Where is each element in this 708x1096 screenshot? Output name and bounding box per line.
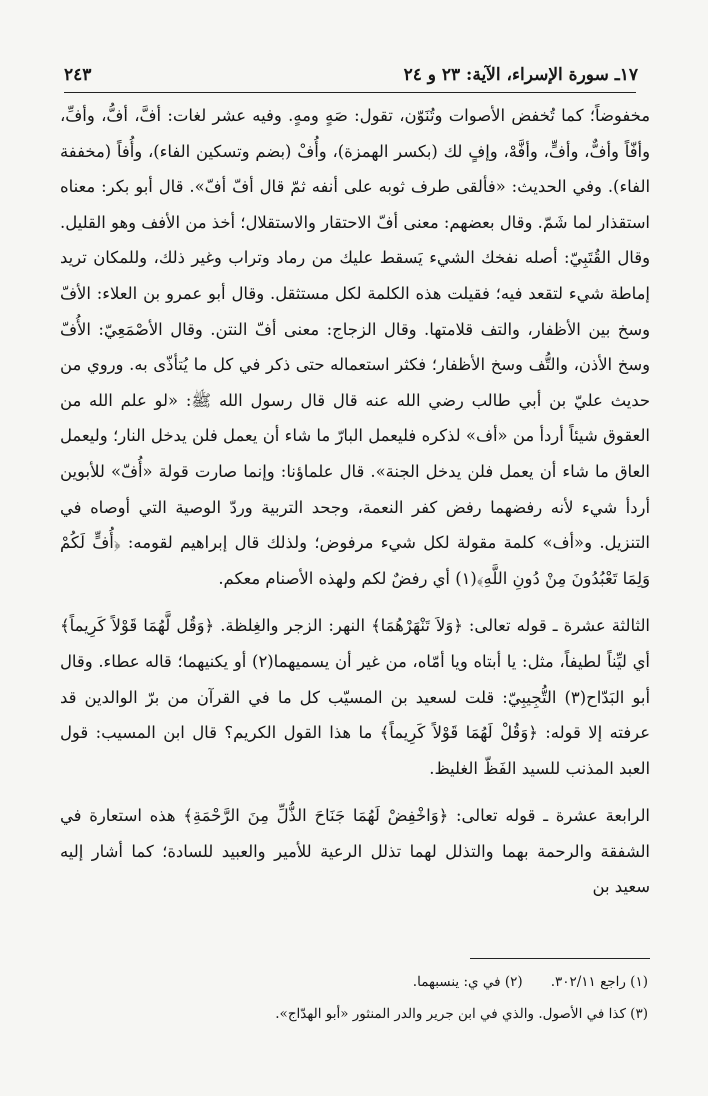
footnote-3: (٣) كذا في الأصول. والذي في ابن جرير والدر المنثور «أبو الهدّاج». [275, 1006, 648, 1022]
paragraph-commentary-uff: مخفوضاً؛ كما تُخفض الأصوات وتُنَوّن، تقول: صَهٍ ومهٍ. وفيه عشر لغات: أفَّ، أفُّ، وأفِّ، وأفّاً وأفٌّ، وأفٍّ، وأفَّهْ، وإفٍ لك (بكسر الهمزة)، وأُفْ (بضم وتسكين الفاء)، وأُفاً (مخففة الفاء). وفي الحديث: «فألقى طرف ثوبه على أنفه ثمّ قال أفّ أفّ». قال أبو بكر: معناه استقذار لما شَمّ. وقال بعضهم: معنى أفّ الاحتقار والاستقلال؛ أخذ من الأفف وهو القليل. وقال القُتَبِيّ: أصله نفخك الشيء يَسقط عليك من رماد وتراب وغير ذلك، وللمكان تريد إماطة شيء لتقعد فيه؛ فقيلت هذه الكلمة لكل مستثقل. وقال أبو عمرو بن العلاء: الأفّ وسخ بين الأظفار، والتف قلامتها. وقال الزجاج: معنى أفّ النتن. وقال الأصْمَعِيّ: الأُفّ وسخ الأذن، والتُّف وسخ الأظفار؛ فكثر استعماله حتى ذكر في كل ما يُتأذّى به. وروي من حديث عليّ بن أبي طالب رضي الله عنه قال قال رسول الله ﷺ: «لو علم الله من العقوق شيئاً أردأ من «أف» لذكره فليعمل البارّ ما شاء أن يعمل فلن يدخل النار؛ وليعمل العاق ما شاء أن يعمل فلن يدخل الجنة». قال علماؤنا: وإنما صارت قولة «أُفّ» للأبوين أردأ شيء لأنه رفضهما رفض كفر النعمة، وجحد التربية وردّ الوصية التي أوصاه في التنزيل. و«أف» كلمة مقولة لكل شيء مرفوض؛ ولذلك قال إبراهيم لقومه: ﴿أُفٍّ لَكُمْ وَلِمَا تَعْبُدُونَ مِنْ دُونِ اللَّهِ﴾(١) أي رفضٌ لكم ولهذه الأصنام معكم. [60, 106, 650, 588]
main-text [60, 98, 650, 905]
header-rule [64, 92, 636, 93]
footnote-row [60, 966, 648, 998]
paragraph-thirteenth: الثالثة عشرة ـ قوله تعالى: ﴿وَلاَ تَنْهَرْهُمَا﴾ النهر: الزجر والغِلظة. ﴿وَقُل لَّهُمَا قَوْلاً كَرِيماً﴾ أي ليِّناً لطيفاً، مثل: يا أبتاه ويا أمّاه، من غير أن يسميهما(٢) أو يكنيهما؛ قاله عطاء. وقال أبو البَدّاح(٣) التُّجِيبِيّ: قلت لسعيد بن المسيّب كل ما في القرآن من برّ الوالدين قد عرفته إلا قوله: ﴿وَقُلْ لَهُمَا قَوْلاً كَرِيماً﴾ ما هذا القول الكريم؟ قال ابن المسيب: قول العبد المذنب للسيد الفَظّ الغليظ. [60, 616, 651, 778]
running-title: ١٧ـ سورة الإسراء، الآية: ٢٣ و ٢٤ [403, 65, 638, 85]
footnote-1: (١) راجع ٣٠٢/١١. [550, 974, 648, 990]
footnote-2: (٢) في ي: ينسبهما. [412, 974, 523, 990]
footnotes [60, 966, 648, 1030]
page-header [64, 62, 638, 88]
paragraph-fourteenth: الرابعة عشرة ـ قوله تعالى: ﴿وَاخْفِضْ لَهُمَا جَنَاحَ الذُّلِّ مِنَ الرَّحْمَةِ﴾ هذه استعارة في الشفقة والرحمة بهما والتذلل لهما تذلل الرعية للأمير والعبيد للسادة؛ كما أشار إليه سعيد بن [60, 806, 650, 897]
page-number: ٢٤٣ [64, 65, 92, 85]
footnote-rule [470, 958, 650, 959]
